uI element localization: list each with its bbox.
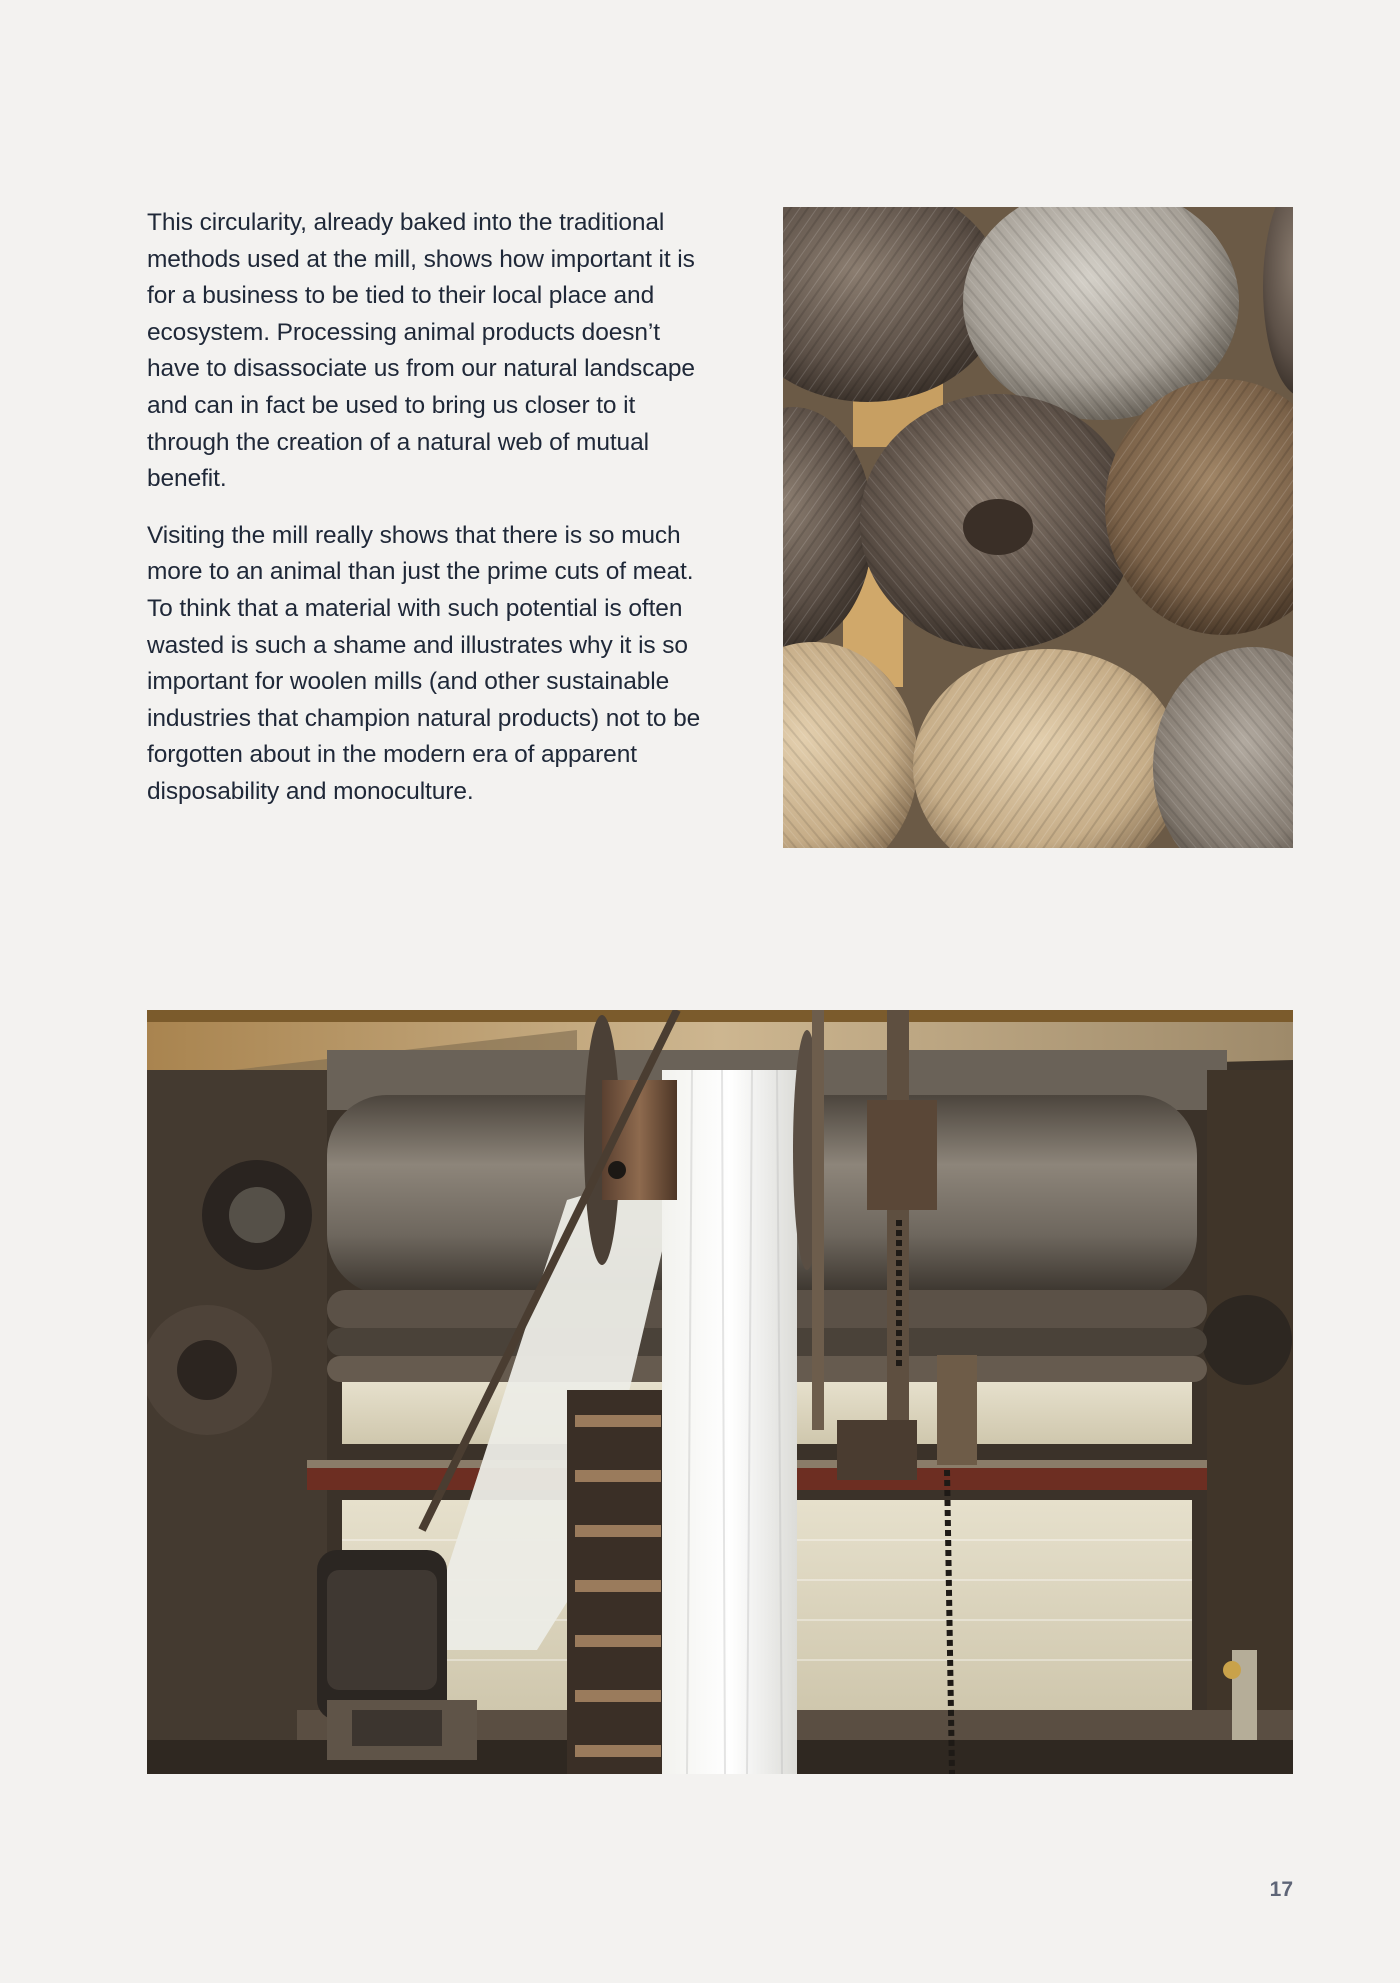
carding-machine-photo <box>147 1010 1293 1774</box>
yarn-balls-illustration <box>783 207 1293 848</box>
body-paragraph-2: Visiting the mill really shows that there is so much more to an animal than just the prime cuts of meat. To think that a material with such potential is often wasted is such a shame and illustrates why it is so important for woolen mills (and other sustainable industries that champion natural products) not to be forgotten about in the modern era of apparent disposability and monoculture. <box>147 521 701 805</box>
body-paragraph-1: This circularity, already baked into the traditional methods used at the mill, shows how important it is for a business to be tied to their local place and ecosystem. Processing animal products doesn’t have to disassociate us from our natural landscape and can in fact be used to bring us closer to it through the creation of a natural web of mutual benefit. <box>147 209 695 493</box>
carding-machine-illustration <box>147 1010 1293 1774</box>
yarn-balls-photo <box>783 207 1293 848</box>
page-number: 17 <box>1269 1878 1293 1901</box>
article-text <box>147 205 712 831</box>
